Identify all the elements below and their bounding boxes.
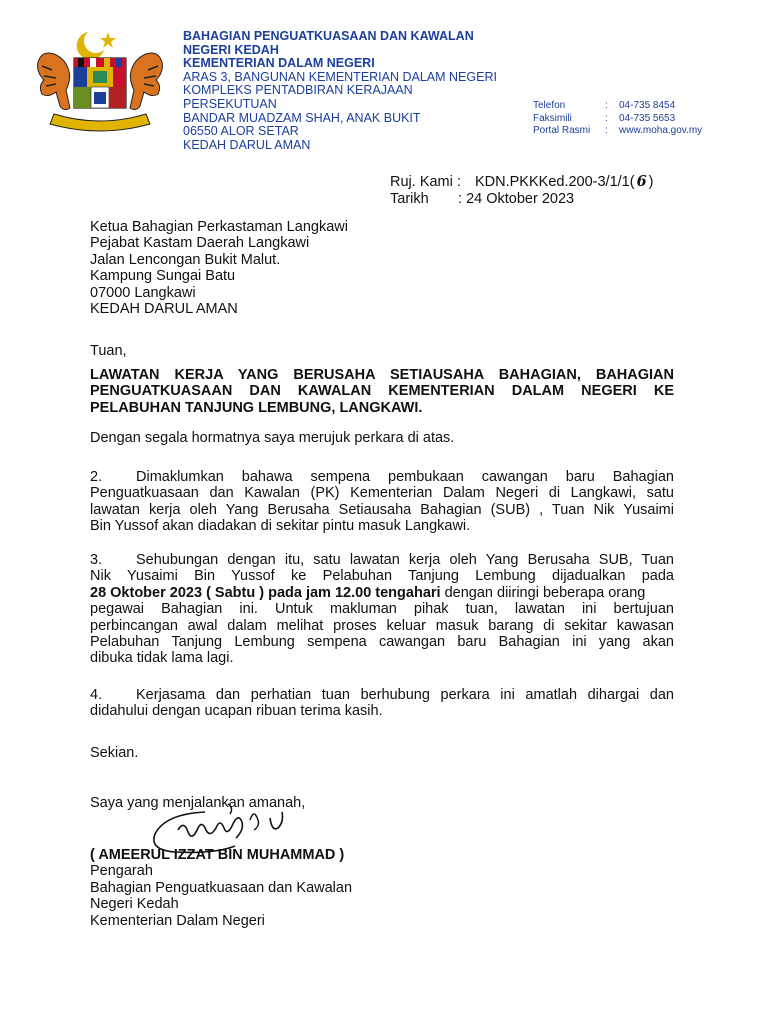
subject-line: PELABUHAN TANJUNG LEMBUNG, LANGKAWI. <box>90 399 423 416</box>
address-line: PERSEKUTUAN <box>183 96 277 111</box>
address-line: KEDAH DARUL AMAN <box>183 137 311 152</box>
visit-date-time: 28 Oktober 2023 ( Sabtu ) pada jam 12.00 tengahari <box>90 584 441 601</box>
ruj-label: Ruj. Kami : <box>390 174 461 190</box>
coat-of-arms-icon <box>30 26 170 134</box>
closing: Sekian. <box>90 745 139 761</box>
signoff: Saya yang menjalankan amanah, <box>90 795 306 811</box>
paragraph-4 <box>90 687 674 720</box>
salutation: Tuan, <box>90 343 127 359</box>
address-line: KOMPLEKS PENTADBIRAN KERAJAAN <box>183 83 413 98</box>
tarikh-value: : 24 Oktober 2023 <box>458 191 575 208</box>
paragraph-line: didahului dengan ucapan ribuan terima kasih. <box>90 703 383 720</box>
recipient-address <box>90 219 348 317</box>
ruj-close: ) <box>648 174 654 190</box>
address-line: BANDAR MUADZAM SHAH, ANAK BUKIT <box>183 110 421 125</box>
signatory-title: Pengarah <box>90 863 153 880</box>
paragraph-line: Pelabuhan Tanjung Lembung sempena cawangan baru Bahagian ini yang akan <box>90 634 674 651</box>
contact-faksimili <box>533 113 702 126</box>
tarikh-row <box>390 191 654 207</box>
contact-value: 04-735 8454 <box>619 100 676 111</box>
contact-value: 04-735 5653 <box>619 112 676 124</box>
ruj-row <box>390 174 654 190</box>
paragraph-text: Kerjasama dan perhatian tuan berhubung perkara ini amatlah dihargai dan <box>136 687 674 703</box>
reference-block <box>390 174 654 208</box>
subject-line: LAWATAN KERJA YANG BERUSAHA SETIAUSAHA BAHAGIAN, BAHAGIAN <box>90 367 674 383</box>
letterhead <box>183 30 497 152</box>
paragraph-2 <box>90 469 674 535</box>
contact-telefon <box>533 100 702 113</box>
paragraph-line: dibuka tidak lama lagi. <box>90 650 234 667</box>
paragraph-3 <box>90 552 674 667</box>
tarikh-label: Tarikh <box>390 191 429 208</box>
paragraph-number: 4. <box>90 687 103 703</box>
ruj-value: KDN.PKKKed.200-3/1/1( <box>474 174 635 190</box>
org-name-line: NEGERI KEDAH <box>183 42 279 57</box>
ruj-handwritten-number: 6 <box>636 173 647 190</box>
paragraph-line <box>90 585 674 601</box>
signatory-block <box>90 847 352 929</box>
paragraph-text: Dimaklumkan bahawa sempena pembukaan cawangan baru Bahagian <box>136 469 674 485</box>
signatory-line: Negeri Kedah <box>90 896 179 913</box>
contact-label: Faksimili <box>533 112 572 124</box>
contact-colon: : <box>605 100 608 111</box>
contact-colon: : <box>605 112 608 124</box>
signatory-name: ( AMEERUL IZZAT BIN MUHAMMAD ) <box>90 847 345 863</box>
paragraph-line: Bin Yussof akan diadakan di sekitar pintu masuk Langkawi. <box>90 518 471 535</box>
subject <box>90 367 674 416</box>
org-name-line: KEMENTERIAN DALAM NEGERI <box>183 56 375 71</box>
contact-block <box>533 100 702 138</box>
paragraph-line: lawatan kerja oleh Yang Berusaha Setiausaha Bahagian (SUB) , Tuan Nik Yusaimi <box>90 501 674 518</box>
paragraph-number: 2. <box>90 469 103 485</box>
paragraph-line: Penguatkuasaan dan Kawalan (PK) Kementerian Dalam Negeri di Langkawi, satu <box>90 485 674 502</box>
contact-colon: : <box>605 125 608 136</box>
contact-portal <box>533 125 702 138</box>
paragraph-number: 3. <box>90 552 103 568</box>
org-name-line: BAHAGIAN PENGUATKUASAAN DAN KAWALAN <box>183 29 474 43</box>
paragraph-line <box>90 687 674 703</box>
paragraph-line: pegawai Bahagian ini. Untuk makluman pihak tuan, lawatan ini bertujuan <box>90 601 674 618</box>
recipient-line: Pejabat Kastam Daerah Langkawi <box>90 235 310 252</box>
recipient-line: Jalan Lencongan Bukit Malut. <box>90 251 281 268</box>
paragraph-line: perbincangan awal dalam melihat proses keluar masuk barang di sekitar kawasan <box>90 617 674 634</box>
signatory-line: Kementerian Dalam Negeri <box>90 912 265 929</box>
recipient-line: Kampung Sungai Batu <box>90 268 236 285</box>
intro-paragraph: Dengan segala hormatnya saya merujuk perkara di atas. <box>90 430 455 446</box>
address-line: ARAS 3, BANGUNAN KEMENTERIAN DALAM NEGERI <box>183 69 497 84</box>
contact-label: Portal Rasmi <box>533 125 591 136</box>
paragraph-text: Sehubungan dengan itu, satu lawatan kerja oleh Yang Berusaha SUB, Tuan <box>136 552 674 568</box>
recipient-line: 07000 Langkawi <box>90 284 196 301</box>
paragraph-text: dengan diiringi beberapa orang <box>440 584 646 601</box>
address-line: 06550 ALOR SETAR <box>183 124 299 139</box>
paragraph-line <box>90 469 674 485</box>
contact-label: Telefon <box>533 100 566 111</box>
signatory-line: Bahagian Penguatkuasaan dan Kawalan <box>90 879 353 896</box>
paragraph-line: Nik Yusaimi Bin Yussof ke Pelabuhan Tanjung Lembung dijadualkan pada <box>90 568 674 585</box>
contact-value[interactable]: www.moha.gov.my <box>619 125 703 136</box>
subject-line: PENGUATKUASAAN DAN KAWALAN KEMENTERIAN DALAM NEGERI KE <box>90 383 674 400</box>
recipient-line: Ketua Bahagian Perkastaman Langkawi <box>90 219 348 235</box>
paragraph-line <box>90 552 674 568</box>
recipient-line: KEDAH DARUL AMAN <box>90 301 238 318</box>
